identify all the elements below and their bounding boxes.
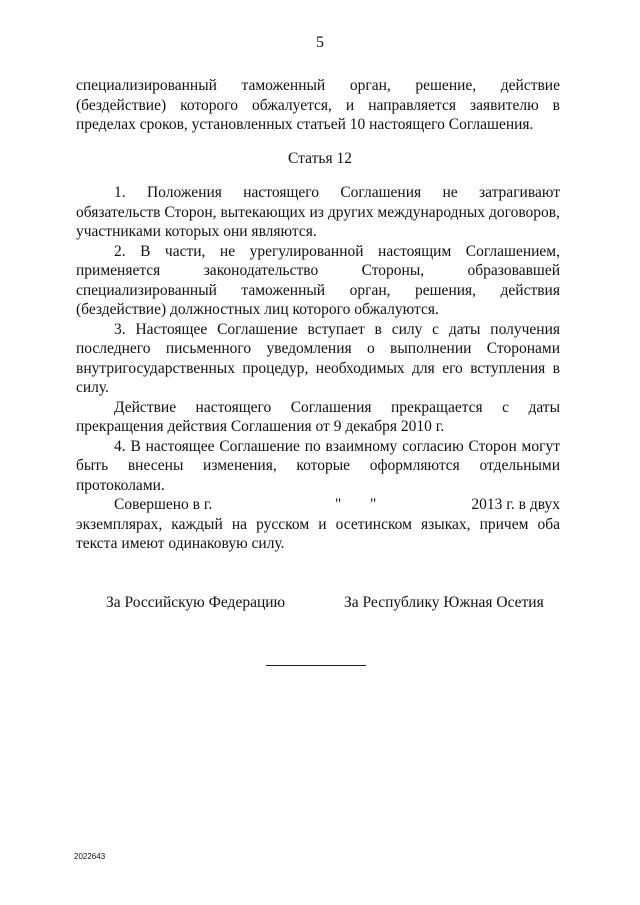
date-quote-open: " xyxy=(335,496,342,513)
continuation-text: специализированный таможенный орган, решение, действие (бездействие) которого обжалуется, и направляется заявителю в пределах сроков, установленных статьей 10 настоящего Соглашения. xyxy=(76,77,560,133)
article-heading: Статья 12 xyxy=(288,150,352,167)
end-rule-divider xyxy=(266,665,366,666)
continuation-paragraph xyxy=(76,76,560,135)
concluded-rest: экземплярах, каждый на русском и осетинском языках, причем оба текста имеют одинаковую силу. xyxy=(76,515,560,552)
document-id: 2022643 xyxy=(74,852,106,861)
concluded-year: 2013 г. в двух xyxy=(471,496,560,513)
article-paragraph-1: 1. Положения настоящего Соглашения не затрагивают обязательств Сторон, вытекающих из других международных договоров, участниками которых они являются. xyxy=(76,184,560,240)
date-quote-close: " xyxy=(370,496,377,513)
page-number: 5 xyxy=(316,34,324,51)
signature-russian-federation: За Российскую Федерацию xyxy=(106,594,286,611)
signature-south-ossetia: За Республику Южная Осетия xyxy=(344,594,544,611)
article-body xyxy=(76,183,560,495)
concluded-first-line xyxy=(76,495,560,515)
article-paragraph-4: 4. В настоящее Соглашение по взаимному согласию Сторон могут быть внесены изменения, которые оформляются отдельными протоколами. xyxy=(76,437,560,494)
concluded-clause xyxy=(76,495,560,554)
article-paragraph-termination: Действие настоящего Соглашения прекращается с даты прекращения действия Соглашения от 9 декабря 2010 г. xyxy=(76,398,560,435)
article-paragraph-3: 3. Настоящее Соглашение вступает в силу с даты получения последнего письменного уведомления о выполнении Сторонами внутригосударственных процедур, необходимых для его вступления в силу. xyxy=(76,320,560,396)
concluded-prefix: Совершено в г. xyxy=(114,496,213,513)
article-paragraph-2: 2. В части, не урегулированной настоящим Соглашением, применяется законодательство Стороны, образовавшей специализированный таможенный орган, решения, действия (бездействие) должностных лиц которого обжалуются. xyxy=(76,242,560,318)
